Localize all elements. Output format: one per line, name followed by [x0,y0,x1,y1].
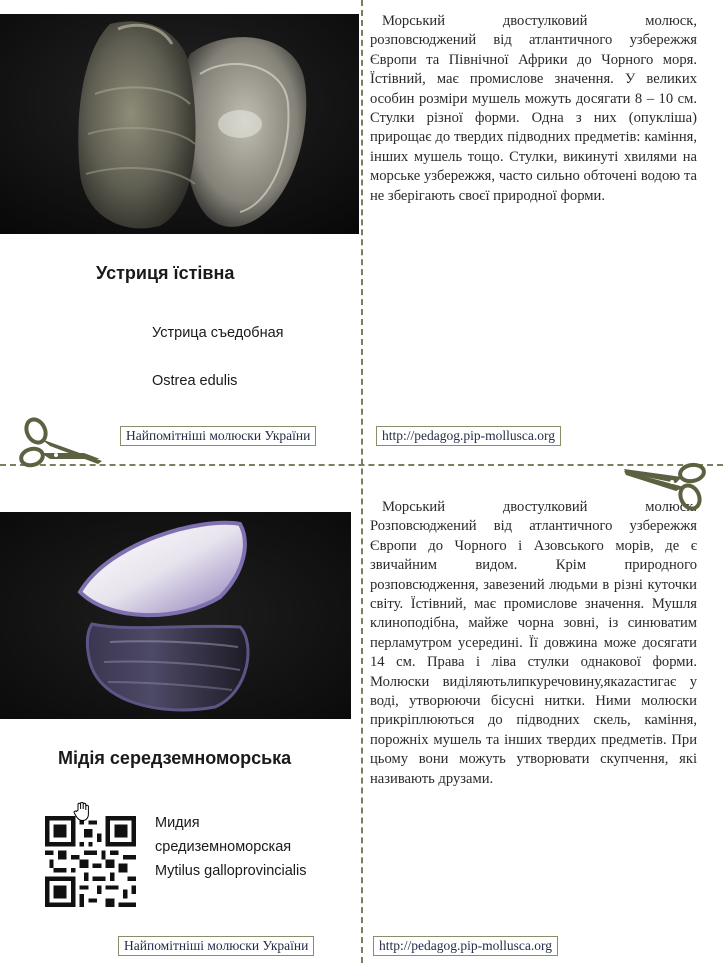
footer-series-label: Найпомітніші молюски України [120,426,316,446]
mussel-photo [0,512,351,719]
footer-site-link[interactable]: http://pedagog.pip-mollusca.org [376,426,561,446]
description: Морський двостулковий молюск. Розповсюджений від атлантичного узбережжя Європи до Чорного і Азовського морів, де є звичайним видом. Крім природного розповсюдження, завезений людьми в різні куточки світу. Їстівний, має промислове значення. Мушля клиноподібна, майже чорна зовні, із синюватим перламутром усередині. Її довжина може досягати 14 см. Права і ліва стулки однакової форми. Молюски виділяютьлипкуречовину,якazастигає у воді, утворюючи бісусні нитки. Ними молюски прикріплюються до підводних скель, каміння, порожніх мушель та інших твердих предметів. При цьому вони можуть утворювати скупчення, які називають друзами. [370,499,697,787]
scissors-icon [620,455,716,522]
latin-name: Ostrea edulis [152,373,238,389]
qr-code-icon[interactable] [45,816,136,907]
card-title: Мідія середземноморська [58,748,292,768]
oyster-shell-image [0,14,359,234]
latin-name: Mytilus galloprovincialis [155,863,307,879]
hand-cursor-icon [73,802,91,827]
russian-name-line1: Мидия [155,815,200,831]
footer-series-label: Найпомітніші молюски України [118,936,314,956]
card-mussel [0,466,723,963]
description: Морський двостулковий молюск, розповсюджений від атлантичного узбережжя Європи та Північної Африки до Чорного моря. Їстівний, має промислове значення. У великих особин розміри мушель можуть досягати 8 – 10 см. Стулки різної форми. Одна з них (опукліша) прирощає до твердих підводних предметів: каміння, інших мушель тощо. Стулки, викинуті хвилями на морське узбережжя, часто сильно обточені водою та не зберігають своєї природної форми. [370,13,697,204]
card-oyster [0,0,723,464]
russian-name-line2: средиземноморская [155,839,292,855]
card-title: Устриця їстівна [96,263,235,283]
mussel-shell-image [0,512,351,719]
footer-site-link[interactable]: http://pedagog.pip-mollusca.org [373,936,558,956]
russian-name: Устрица съедобная [152,325,284,341]
oyster-photo [0,14,359,234]
